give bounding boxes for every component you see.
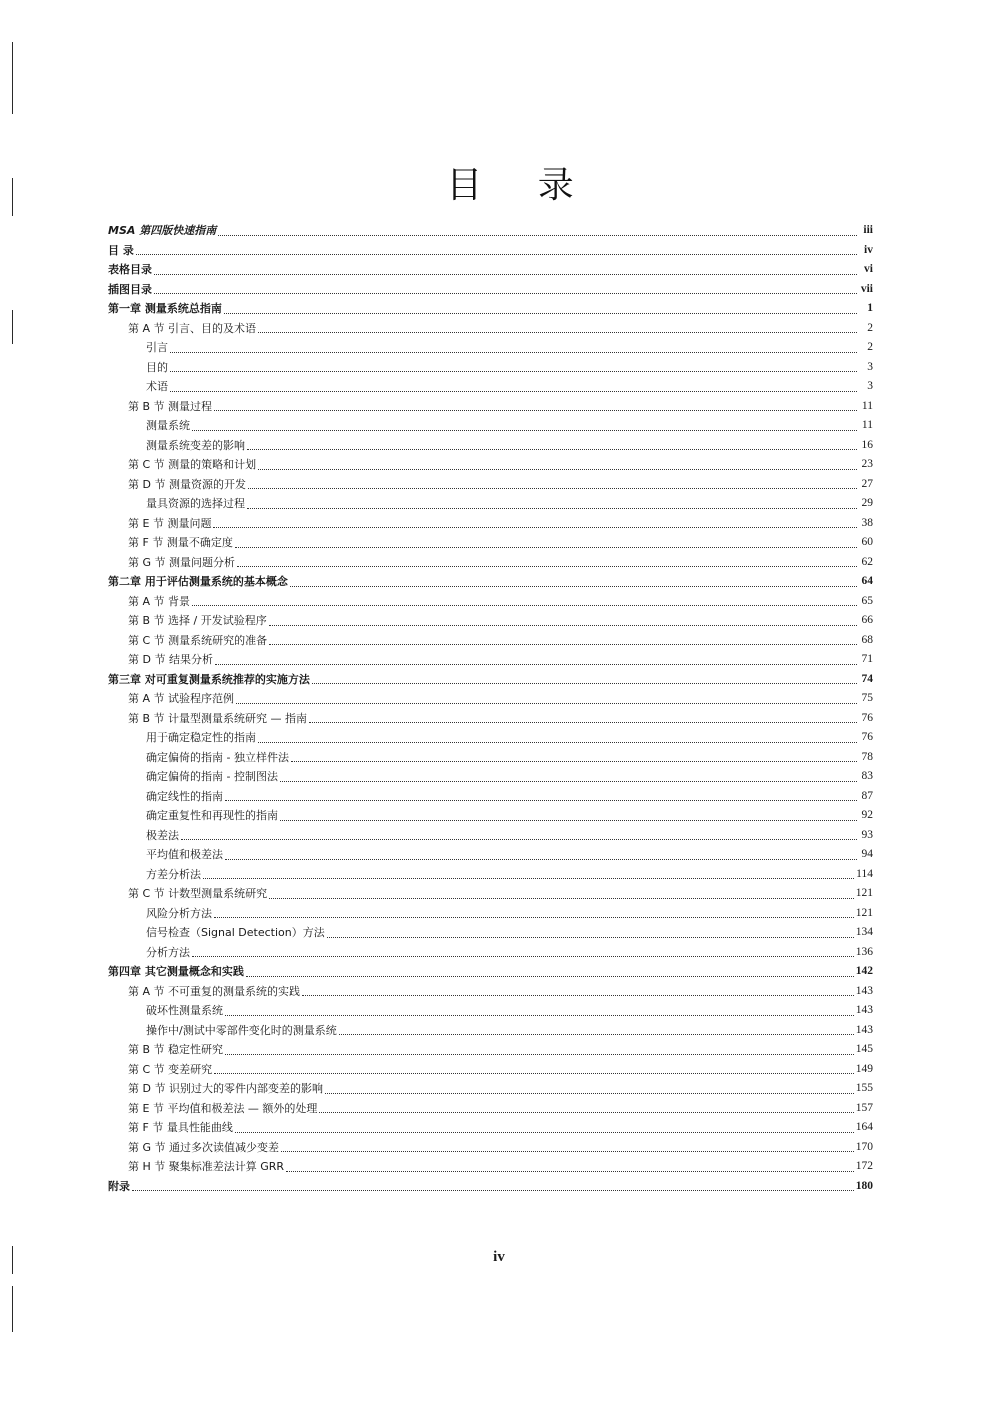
toc-entry-label: 第一章 测量系统总指南: [108, 302, 222, 315]
toc-entry-label: 第 A 节 引言、目的及术语: [128, 321, 257, 335]
toc-entry: [108, 280, 873, 300]
toc-entry-page: 121: [855, 887, 873, 899]
toc-entry-label: 第 F 节 测量不确定度: [128, 536, 233, 549]
toc-entry-page: 2: [867, 321, 873, 334]
toc-dot-leader: [290, 585, 857, 587]
toc-entry-label: 第 B 节 选择 / 开发试验程序: [128, 614, 267, 627]
toc-entry-label: 操作中/测试中零部件变化时的测量系统: [146, 1023, 337, 1037]
toc-entry-page: 1: [867, 302, 873, 314]
toc-entry-page: 114: [856, 867, 873, 880]
toc-dot-leader: [281, 1150, 854, 1152]
toc-entry: [108, 923, 873, 943]
toc-dot-leader: [136, 253, 857, 255]
toc-entry: [108, 260, 873, 280]
toc-entry-label: 第 D 节 测量资源的开发: [128, 477, 246, 491]
toc-entry-page: 170: [855, 1140, 873, 1153]
toc-entry-label: 第 G 节 测量问题分析: [128, 555, 236, 569]
toc-entry: [108, 592, 873, 612]
toc-entry-page: 71: [861, 653, 873, 665]
toc-dot-leader: [154, 292, 857, 294]
toc-entry: [108, 904, 873, 924]
toc-entry: [108, 553, 873, 573]
toc-entry-label: 第 A 节 试验程序范例: [128, 692, 235, 705]
toc-entry-label: 破坏性测量系统: [146, 1004, 223, 1017]
table-of-contents: [108, 221, 873, 1196]
toc-dot-leader: [192, 604, 857, 606]
toc-entry-page: 143: [855, 984, 873, 997]
toc-entry-label: 风险分析方法: [146, 906, 212, 920]
toc-entry: [108, 709, 873, 729]
scan-edge-mark: [12, 310, 13, 344]
toc-entry-page: 180: [855, 1179, 873, 1192]
toc-entry-page: 29: [861, 497, 873, 509]
toc-entry-label: 第 A 节 不可重复的测量系统的实践: [128, 984, 301, 998]
toc-dot-leader: [181, 838, 857, 840]
toc-dot-leader: [280, 819, 857, 821]
toc-entry: [108, 884, 873, 904]
toc-entry-label: 平均值和极差法: [146, 848, 223, 861]
toc-entry-label: 第 A 节 背景: [128, 594, 191, 608]
toc-entry-page: 3: [867, 360, 873, 373]
toc-entry-page: 172: [855, 1160, 873, 1172]
toc-entry-page: iii: [863, 224, 873, 236]
toc-dot-leader: [225, 858, 857, 860]
toc-entry-page: 76: [861, 731, 873, 743]
toc-dot-leader: [325, 1092, 854, 1094]
toc-dot-leader: [269, 624, 857, 626]
toc-entry: [108, 514, 873, 534]
toc-dot-leader: [224, 312, 857, 314]
toc-entry: [108, 689, 873, 709]
toc-entry-label: 引言: [146, 341, 168, 354]
toc-dot-leader: [213, 526, 857, 528]
toc-entry: [108, 943, 873, 963]
toc-entry-page: 62: [861, 555, 873, 568]
toc-dot-leader: [286, 1170, 854, 1172]
toc-dot-leader: [258, 468, 857, 470]
toc-dot-leader: [291, 760, 857, 762]
toc-dot-leader: [248, 487, 857, 489]
toc-dot-leader: [309, 721, 857, 723]
toc-entry-label: 量具资源的选择过程: [146, 497, 245, 510]
scan-edge-mark: [12, 42, 13, 114]
toc-entry-page: 27: [861, 477, 873, 490]
toc-entry-page: 65: [861, 594, 873, 607]
toc-dot-leader: [235, 546, 857, 548]
toc-dot-leader: [237, 565, 857, 567]
toc-entry-page: 11: [861, 399, 873, 412]
toc-entry-page: 134: [855, 926, 873, 938]
scan-edge-mark: [12, 1286, 13, 1332]
toc-entry: [108, 338, 873, 358]
toc-entry: [108, 1177, 873, 1197]
toc-dot-leader: [192, 429, 857, 431]
toc-entry: [108, 1138, 873, 1158]
toc-entry: [108, 650, 873, 670]
toc-entry: [108, 319, 873, 339]
toc-entry-page: vii: [860, 282, 873, 295]
toc-entry: [108, 826, 873, 846]
toc-entry: [108, 787, 873, 807]
toc-entry-label: 第 F 节 量具性能曲线: [128, 1121, 233, 1134]
toc-dot-leader: [214, 409, 857, 411]
toc-entry: [108, 806, 873, 826]
toc-entry-label: 目 录: [108, 243, 134, 257]
toc-entry-label: 第 E 节 测量问题: [128, 516, 212, 530]
toc-dot-leader: [269, 897, 854, 899]
toc-entry: [108, 299, 873, 319]
toc-dot-leader: [258, 741, 857, 743]
toc-entry: [108, 416, 873, 436]
toc-entry-page: 87: [861, 789, 873, 802]
toc-entry: [108, 1079, 873, 1099]
toc-entry-label: 极差法: [146, 828, 179, 842]
toc-dot-leader: [132, 1189, 854, 1191]
toc-entry-page: 16: [861, 438, 873, 451]
toc-dot-leader: [214, 1072, 854, 1074]
toc-entry: [108, 475, 873, 495]
toc-entry-label: 分析方法: [146, 945, 190, 959]
toc-entry-page: 38: [861, 516, 873, 529]
toc-entry: [108, 728, 873, 748]
toc-entry-label: 第 H 节 聚集标准差法计算 GRR: [128, 1160, 285, 1173]
toc-dot-leader: [339, 1033, 854, 1035]
toc-dot-leader: [312, 682, 857, 684]
toc-entry-label: 第 B 节 计量型测量系统研究 — 指南: [128, 711, 308, 725]
toc-entry-page: 23: [861, 458, 873, 470]
toc-entry-label: 确定线性的指南: [146, 789, 223, 803]
toc-entry: [108, 865, 873, 885]
toc-dot-leader: [203, 877, 854, 879]
toc-dot-leader: [192, 955, 854, 957]
toc-dot-leader: [225, 1053, 854, 1055]
toc-entry-page: 68: [861, 633, 873, 646]
toc-entry: [108, 1060, 873, 1080]
toc-entry-page: 11: [861, 419, 873, 431]
toc-entry: [108, 767, 873, 787]
toc-entry-label: 第 B 节 稳定性研究: [128, 1043, 224, 1056]
toc-dot-leader: [236, 702, 857, 704]
toc-entry-label: 目的: [146, 360, 168, 374]
toc-entry: [108, 670, 873, 690]
toc-entry-page: 93: [861, 828, 873, 841]
toc-entry-label: 确定偏倚的指南 - 控制图法: [146, 770, 278, 783]
toc-entry: [108, 358, 873, 378]
toc-entry: [108, 241, 873, 261]
toc-entry: [108, 397, 873, 417]
toc-entry-page: 143: [855, 1004, 873, 1016]
toc-entry-label: 第二章 用于评估测量系统的基本概念: [108, 575, 288, 588]
page-number: iv: [493, 1249, 505, 1265]
toc-entry-label: 第 G 节 通过多次读值减少变差: [128, 1140, 280, 1154]
toc-entry-page: 149: [855, 1062, 873, 1075]
toc-entry-label: 第 C 节 测量系统研究的准备: [128, 633, 268, 647]
toc-entry-page: 136: [855, 945, 873, 958]
toc-dot-leader: [269, 643, 857, 645]
toc-entry: [108, 1099, 873, 1119]
toc-entry-label: 方差分析法: [146, 867, 201, 881]
toc-entry: [108, 845, 873, 865]
toc-entry-label: 测量系统: [146, 419, 190, 432]
toc-dot-leader: [247, 507, 857, 509]
toc-entry-label: MSA 第四版快速指南: [108, 224, 217, 237]
toc-entry: [108, 1157, 873, 1177]
toc-entry-page: 157: [855, 1101, 873, 1114]
toc-entry-page: 75: [861, 692, 873, 704]
toc-entry-page: 143: [855, 1023, 873, 1036]
toc-dot-leader: [280, 780, 857, 782]
toc-entry-page: 142: [855, 965, 873, 977]
toc-entry-label: 第 D 节 识别过大的零件内部变差的影响: [128, 1082, 323, 1095]
toc-entry: [108, 1001, 873, 1021]
toc-entry-page: 2: [867, 341, 873, 353]
toc-entry-label: 第 C 节 变差研究: [128, 1062, 213, 1076]
toc-dot-leader: [170, 351, 857, 353]
toc-dot-leader: [302, 994, 854, 996]
toc-entry-page: vi: [864, 263, 873, 275]
toc-entry-label: 术语: [146, 380, 168, 393]
toc-dot-leader: [214, 916, 854, 918]
toc-dot-leader: [235, 1131, 854, 1133]
toc-dot-leader: [154, 273, 857, 275]
toc-entry-page: 92: [861, 809, 873, 821]
toc-dot-leader: [319, 1111, 853, 1113]
toc-entry-label: 第 B 节 测量过程: [128, 399, 213, 413]
toc-entry: [108, 1040, 873, 1060]
toc-entry: [108, 748, 873, 768]
toc-entry-label: 附录: [108, 1179, 130, 1193]
toc-entry: [108, 436, 873, 456]
toc-entry-label: 表格目录: [108, 263, 152, 276]
toc-entry-page: 60: [861, 536, 873, 548]
toc-dot-leader: [225, 1014, 854, 1016]
toc-entry: [108, 533, 873, 553]
toc-entry-label: 第 C 节 计数型测量系统研究: [128, 887, 268, 900]
toc-entry: [108, 1021, 873, 1041]
toc-entry-page: 78: [861, 750, 873, 763]
toc-entry: [108, 631, 873, 651]
toc-entry-page: 164: [855, 1121, 873, 1133]
toc-entry-label: 第 E 节 平均值和极差法 — 额外的处理: [128, 1101, 318, 1115]
toc-entry: [108, 572, 873, 592]
toc-entry-page: 83: [861, 770, 873, 782]
toc-entry-page: 145: [855, 1043, 873, 1055]
toc-entry: [108, 611, 873, 631]
toc-entry-page: 155: [855, 1082, 873, 1094]
toc-entry-label: 第 C 节 测量的策略和计划: [128, 458, 257, 471]
toc-entry-page: 76: [861, 711, 873, 724]
toc-entry-page: 74: [861, 672, 873, 685]
toc-entry: [108, 221, 873, 241]
toc-dot-leader: [215, 663, 857, 665]
page-title: 目 录: [446, 165, 596, 206]
toc-entry-page: 94: [861, 848, 873, 860]
toc-entry-page: iv: [864, 243, 873, 256]
toc-entry-label: 插图目录: [108, 282, 152, 296]
toc-entry: [108, 455, 873, 475]
toc-dot-leader: [258, 331, 857, 333]
toc-dot-leader: [170, 370, 857, 372]
toc-entry: [108, 494, 873, 514]
toc-entry-page: 3: [867, 380, 873, 392]
toc-entry-label: 信号检查（Signal Detection）方法: [146, 926, 325, 939]
toc-dot-leader: [170, 390, 857, 392]
toc-entry-label: 测量系统变差的影响: [146, 438, 245, 452]
toc-entry-label: 确定重复性和再现性的指南: [146, 809, 278, 822]
toc-dot-leader: [225, 799, 857, 801]
toc-entry: [108, 962, 873, 982]
toc-entry-page: 121: [855, 906, 873, 919]
toc-entry: [108, 982, 873, 1002]
toc-entry-page: 66: [861, 614, 873, 626]
toc-dot-leader: [218, 234, 857, 236]
toc-entry: [108, 1118, 873, 1138]
toc-entry-label: 第三章 对可重复测量系统推荐的实施方法: [108, 672, 310, 686]
toc-entry-label: 第 D 节 结果分析: [128, 653, 213, 666]
toc-dot-leader: [247, 448, 857, 450]
toc-entry-page: 64: [861, 575, 873, 587]
toc-entry-label: 确定偏倚的指南 - 独立样件法: [146, 750, 289, 764]
toc-dot-leader: [327, 936, 854, 938]
toc-entry: [108, 377, 873, 397]
toc-entry-label: 用于确定稳定性的指南: [146, 731, 256, 744]
toc-entry-label: 第四章 其它测量概念和实践: [108, 965, 244, 978]
toc-dot-leader: [246, 975, 854, 977]
